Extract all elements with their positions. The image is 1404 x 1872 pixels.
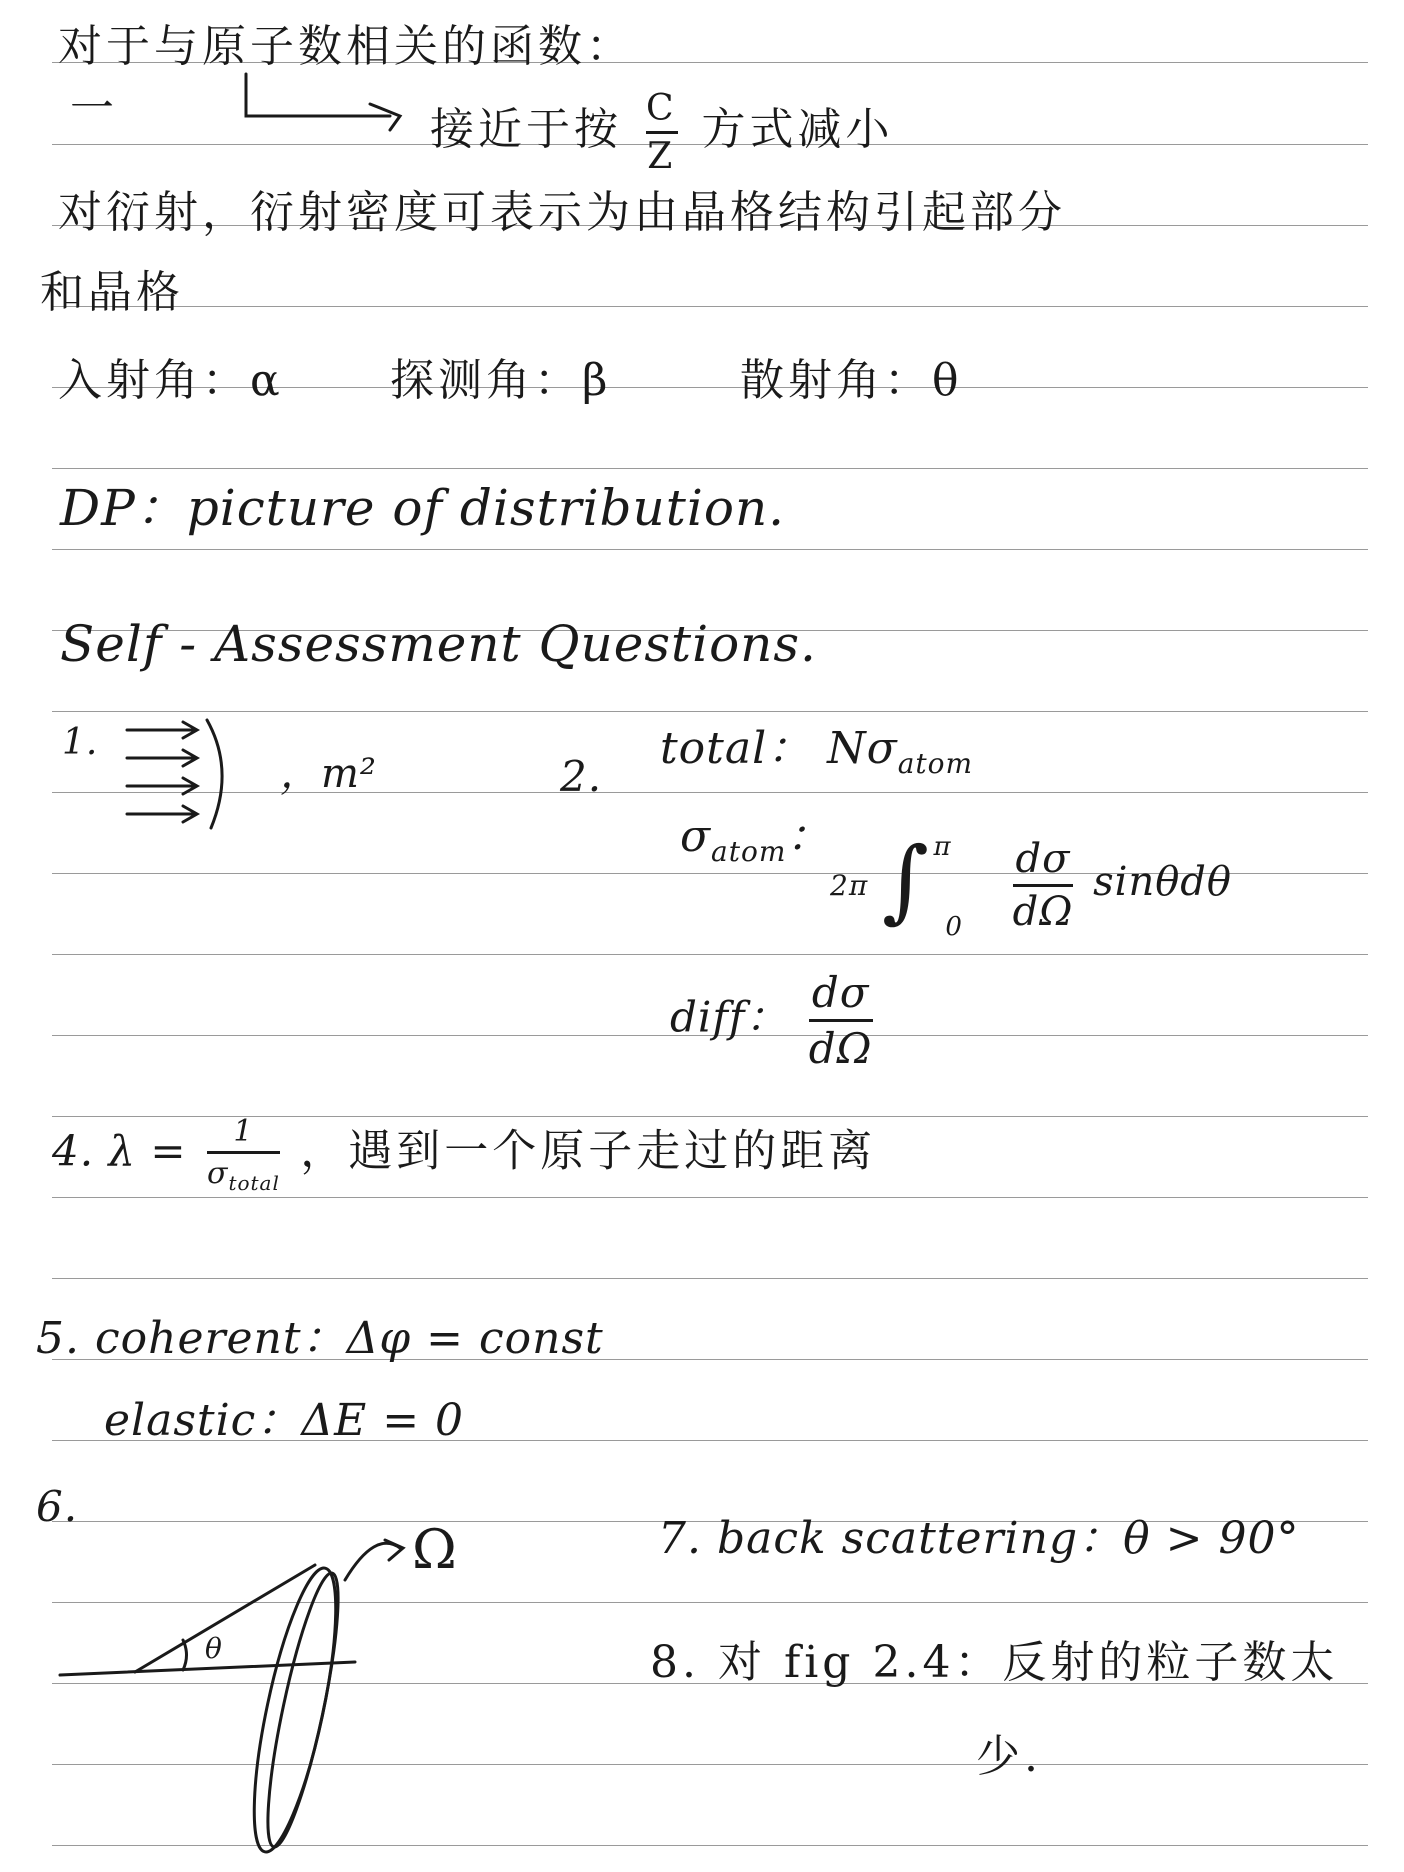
q2-dsigma-dOmega — [1013, 836, 1074, 935]
note-line-2-tail: 方式减小 — [701, 104, 894, 155]
q4-num: 1 — [233, 1114, 254, 1149]
q2-atom-label — [680, 800, 831, 868]
q2-frac-num: dσ — [1015, 835, 1071, 882]
q2-integral-sign: ∫ — [881, 828, 930, 933]
q2-integral-expr — [830, 812, 1232, 942]
q6-omega: Ω — [412, 1518, 458, 1581]
q2-lower-limit: 0 — [945, 912, 963, 942]
q2-coef: 2π — [830, 869, 869, 902]
note-line-3: 对衍射，衍射密度可表示为由晶格结构引起部分 — [58, 187, 1066, 238]
rule-line — [52, 954, 1368, 955]
q8-continuation: 少. — [976, 1731, 1042, 1782]
q2-diff-den: dΩ — [808, 1024, 873, 1073]
q2-tail: sinθdθ — [1093, 859, 1232, 905]
solid-angle-sketch — [55, 1520, 555, 1850]
rule-line — [52, 1278, 1368, 1279]
q4-text: ，遇到一个原子走过的距离 — [300, 1125, 877, 1177]
q2-total-sub: atom — [897, 746, 974, 780]
fraction-bar — [1013, 884, 1074, 887]
q4-den: $\sigma_{total}$ — [206, 1156, 280, 1195]
dp-definition: DP：picture of distribution. — [60, 479, 786, 537]
note-line-4: 和晶格 — [40, 267, 184, 318]
q6-theta: θ — [205, 1632, 223, 1665]
rule-line — [52, 306, 1368, 307]
q1-number: 1. — [62, 722, 99, 763]
scattering-angle: 散射角：θ — [740, 355, 963, 406]
note-line-1: 对于与原子数相关的函数： — [58, 21, 634, 72]
q5-elastic: elastic：ΔE = 0 — [104, 1395, 465, 1446]
q2-total-expr: Nσ — [827, 723, 898, 774]
incident-angle: 入射角：α — [58, 355, 284, 406]
fraction-c-over-z — [646, 88, 678, 177]
q2-diff-num: dσ — [811, 968, 870, 1017]
q4-line — [52, 1114, 876, 1195]
q4-frac — [207, 1114, 280, 1195]
rule-line — [52, 1197, 1368, 1198]
q2-upper-limit: π — [933, 832, 952, 862]
fraction-numerator: C — [646, 88, 678, 129]
q2-total-label: total： — [660, 723, 813, 774]
fraction-bar — [207, 1151, 280, 1154]
q2-diff-frac — [809, 968, 873, 1073]
q4-den-sub: total — [228, 1171, 280, 1195]
detection-angle: 探测角：β — [390, 355, 612, 406]
q8-line: 8. 对 fig 2.4：反射的粒子数太 — [650, 1637, 1339, 1688]
q2-frac-den: dΩ — [1012, 888, 1074, 935]
q2-number: 2. — [560, 752, 603, 801]
fraction-denominator: Z — [647, 136, 677, 177]
q1-unit: ，m² — [280, 751, 377, 797]
fraction-bar — [809, 1019, 873, 1022]
q5-coherent: 5. coherent：Δφ = const — [36, 1313, 604, 1364]
rule-line — [52, 792, 1368, 793]
fraction-bar — [646, 131, 678, 134]
q6-number: 6. — [36, 1482, 79, 1531]
q4-prefix: 4. λ = — [52, 1126, 187, 1176]
note-line-2 — [430, 88, 894, 177]
q2-total — [660, 712, 973, 780]
hook-arrow-icon — [240, 70, 440, 130]
q2-diff — [670, 968, 879, 1073]
beam-arrows-icon — [125, 720, 245, 830]
q2-sigma-sub: atom — [711, 834, 787, 868]
q7-back-scattering: 7. back scattering：θ > 90° — [658, 1513, 1300, 1564]
q2-diff-label: diff： — [670, 992, 789, 1042]
note-dash: 一 — [70, 83, 118, 134]
rule-line — [52, 549, 1368, 550]
q2-colon: ： — [786, 811, 832, 862]
note-line-2-text: 接近于按 — [430, 104, 622, 155]
q2-sigma: σ — [680, 811, 712, 862]
self-assessment-heading: Self - Assessment Questions. — [60, 615, 817, 673]
